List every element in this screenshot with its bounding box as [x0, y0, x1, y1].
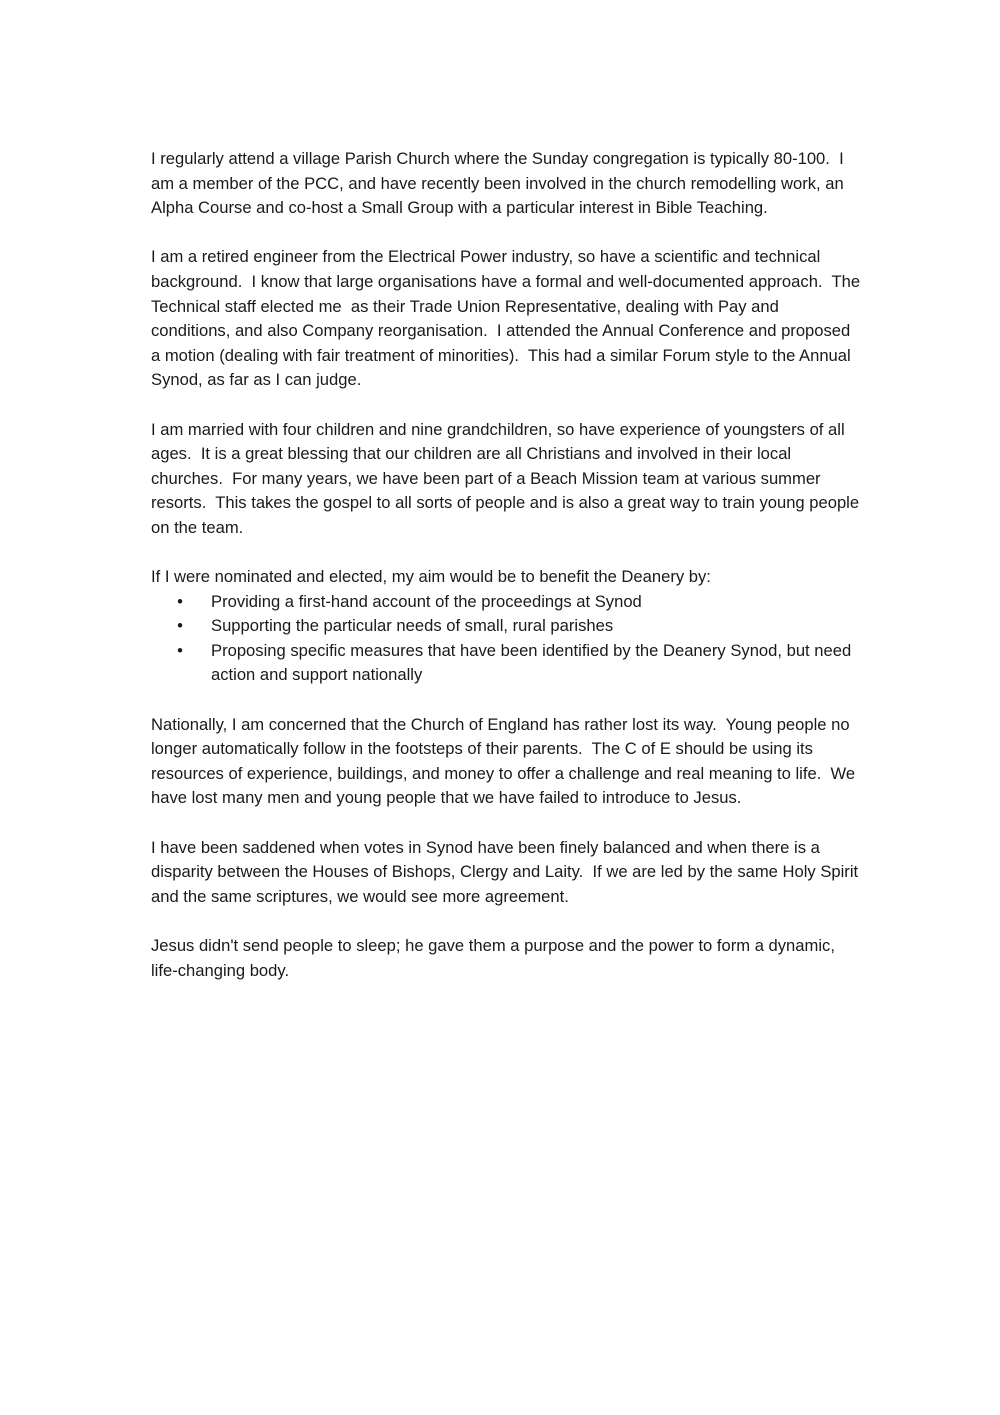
bullet-icon: •: [177, 591, 183, 611]
bullet-icon: •: [177, 640, 183, 660]
list-item: [151, 614, 861, 639]
list-item-text: Proposing specific measures that have been identified by the Deanery Synod, but need action and support nationally: [211, 640, 852, 685]
list-item-text: Supporting the particular needs of small, rural parishes: [211, 616, 614, 636]
paragraph-synod-votes: I have been saddened when votes in Synod have been finely balanced and when there is a disparity between the Houses of Bishops, Clergy and Laity. If we are led by the same Holy Spirit and the same scriptures, we would see more agreement.: [151, 837, 863, 906]
list-item: [151, 590, 861, 615]
paragraph-family: I am married with four children and nine grandchildren, so have experience of youngsters of all ages. It is a great blessing that our children are all Christians and involved in their local churches. For many years, we have been part of a Beach Mission team at various summer resorts. This takes the gospel to all sorts of people and is also a great way to train young people on the team.: [151, 419, 864, 537]
document-body: [151, 147, 865, 1008]
paragraph-church-involvement: I regularly attend a village Parish Church where the Sunday congregation is typically 80-100. I am a member of the PCC, and have recently been involved in the church remodelling work, an Alpha Course and co-host a Small Group with a particular interest in Bible Teaching.: [151, 149, 849, 218]
paragraph-aims-intro: If I were nominated and elected, my aim would be to benefit the Deanery by:: [151, 567, 711, 587]
paragraph-professional-background: I am a retired engineer from the Electrical Power industry, so have a scientific and technical background. I know that large organisations have a formal and well-documented approach. The Technical staff elected me as their Trade Union Representative, dealing with Pay and conditions, and also Company reorganisation. I attended the Annual Conference and proposed a motion (dealing with fair treatment of minorities). This had a similar Forum style to the Annual Synod, as far as I can judge.: [151, 247, 865, 390]
bullet-icon: •: [177, 616, 183, 636]
aims-list: [151, 590, 861, 688]
list-item: [151, 639, 861, 688]
paragraph-national-concern: Nationally, I am concerned that the Church of England has rather lost its way. Young people no longer automatically follow in the footsteps of their parents. The C of E should be using its resources of experience, buildings, and money to offer a challenge and real meaning to life. We have lost many men and young people that we have failed to introduce to Jesus.: [151, 714, 860, 808]
paragraph-closing: Jesus didn't send people to sleep; he gave them a purpose and the power to form a dynamic, life-changing body.: [151, 936, 840, 980]
list-item-text: Providing a first-hand account of the proceedings at Synod: [211, 591, 642, 611]
